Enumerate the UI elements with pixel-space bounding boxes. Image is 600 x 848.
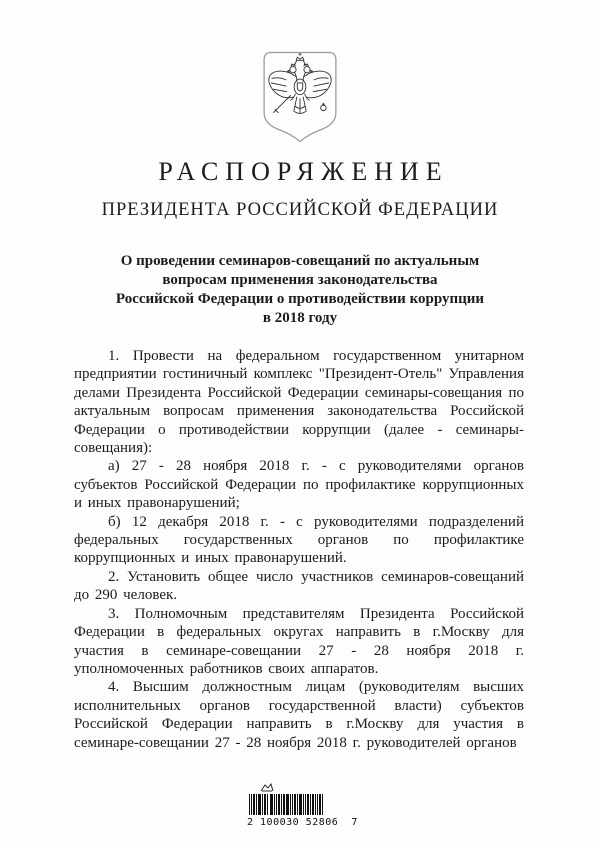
subject-line: в 2018 году — [262, 310, 338, 326]
double-headed-eagle-icon — [261, 50, 339, 144]
barcode-digits: 2 100030 52806 7 — [247, 817, 358, 828]
body-paragraph-2: 2. Установить общее число участников семинаров-совещаний до 290 человек. — [74, 568, 524, 604]
document-type-title: РАСПОРЯЖЕНИЕ — [158, 157, 449, 186]
document-issuer: ПРЕЗИДЕНТА РОССИЙСКОЙ ФЕДЕРАЦИИ — [101, 200, 499, 220]
barcode-bars — [249, 794, 323, 815]
body-paragraph-1a: а) 27 - 28 ноября 2018 г. - с руководителями органов субъектов Российской Федерации по профилактике коррупционных и иных правонарушений; — [74, 458, 524, 512]
subject-line: вопросам применения законодательства — [162, 272, 438, 288]
body-paragraph-1b: б) 12 декабря 2018 г. - с руководителями подразделений федеральных государственных органов по профилактике коррупционных и иных правонарушений. — [74, 513, 524, 567]
coat-of-arms-emblem — [261, 50, 339, 144]
subject-line: О проведении семинаров-совещаний по актуальным — [120, 253, 480, 269]
print-mark-icon — [258, 783, 276, 792]
document-body — [74, 347, 524, 752]
body-paragraph-1: 1. Провести на федеральном государственном унитарном предприятии гостиничный комплекс "Президент-Отель" Управления делами Президента Российской Федерации семинары-совещания по актуальным вопросам применения законодательства Российской Федерации о противодействии коррупции (далее - семинары-совещания): — [74, 348, 524, 457]
subject-line: Российской Федерации о противодействии коррупции — [115, 291, 485, 307]
body-paragraph-3: 3. Полномочным представителям Президента Российской Федерации в федеральных округах направить в г.Москву для участия в семинаре-совещании 27 - 28 ноября 2018 г. уполномоченных работников своих аппаратов. — [74, 605, 524, 677]
body-paragraph-4: 4. Высшим должностным лицам (руководителям высших исполнительных органов государственной власти) субъектов Российской Федерации направить в г.Москву для участия в семинаре-совещании 27 - 28 ноября 2018 г. руководителей органов — [74, 679, 524, 751]
barcode — [247, 783, 358, 829]
document-subject — [74, 252, 526, 328]
